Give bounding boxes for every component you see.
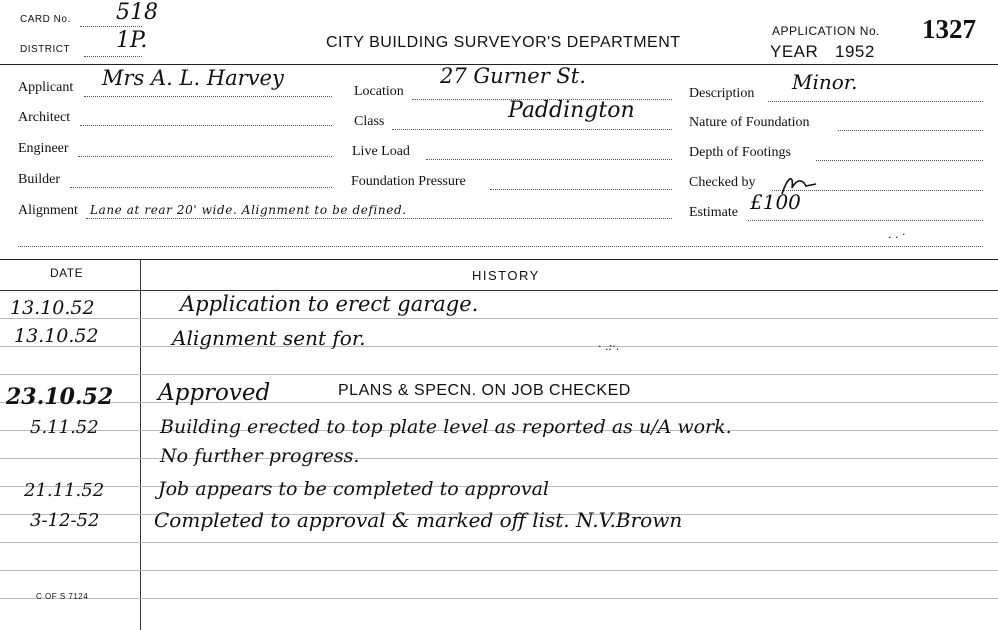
ruled-line [0,346,998,347]
history-column-header: HISTORY [472,268,540,283]
live-load-label: Live Load [352,144,410,159]
estimate-value: £100 [750,190,801,214]
location-label: Location [354,84,404,99]
description-label: Description [689,86,755,101]
history-top-rule [0,259,998,260]
card-no-label: CARD No. [20,14,71,25]
class-value: Paddington [508,98,635,123]
nature-of-foundation-line [838,130,983,131]
blank-line [18,246,983,247]
entry-date: 5.11.52 [30,417,99,438]
architect-label: Architect [18,110,71,125]
application-value: 1327 [922,14,976,44]
foundation-pressure-label: Foundation Pressure [351,174,466,189]
application-label: APPLICATION No. [772,24,880,38]
ruled-line [0,458,998,459]
location-value: 27 Gurner St. [440,64,586,88]
ruled-line [0,598,998,599]
entry-date: 13.10.52 [14,325,99,347]
district-line [84,56,142,57]
alignment-label: Alignment [18,203,78,218]
applicant-value: Mrs A. L. Harvey [102,66,284,90]
description-value: Minor. [792,70,858,94]
year-value: 1952 [835,42,875,61]
alignment-line [86,218,672,219]
entry-text: Alignment sent for. [172,326,366,350]
class-line [392,129,672,130]
estimate-label: Estimate [689,205,738,220]
alignment-value: Lane at rear 20' wide. Alignment to be defined. [90,203,407,217]
class-label: Class [354,114,385,129]
district-label: DISTRICT [20,44,71,55]
builder-line [70,187,332,188]
form-code: C OF S 7124 [36,592,89,601]
district-value: 1P. [116,28,148,53]
ruled-line [0,374,998,375]
estimate-line [748,220,983,221]
applicant-line [84,96,332,97]
entry-date: 23.10.52 [6,384,114,410]
card-no-line [80,26,142,27]
entry-text: Approved [158,380,271,406]
stray-marks: · .:·. [598,340,620,353]
card-no-value: 518 [116,0,158,25]
entry-text: Completed to approval & marked off list. N.V.Brown [154,508,683,532]
history-header-rule [0,290,998,291]
checked-by-label: Checked by [689,175,756,190]
live-load-line [426,159,672,160]
nature-of-foundation-label: Nature of Foundation [689,115,810,130]
engineer-label: Engineer [18,141,69,156]
entry-date: 3-12-52 [30,510,100,531]
stray-marks: . . · [888,228,906,241]
entry-date: 21.11.52 [24,480,105,501]
date-column-divider [140,259,141,630]
entry-text: No further progress. [160,445,360,467]
builder-label: Builder [18,172,60,187]
foundation-pressure-line [490,189,672,190]
applicant-label: Applicant [18,80,74,95]
date-column-header: DATE [50,266,84,280]
ruled-line [0,318,998,319]
description-line [768,101,983,102]
ruled-line [0,542,998,543]
entry-text: Job appears to be completed to approval [158,478,550,500]
ruled-line [0,402,998,403]
depth-of-footings-line [816,160,983,161]
entry-text: Application to erect garage. [180,292,479,316]
plans-checked-stamp: PLANS & SPECN. ON JOB CHECKED [338,382,631,399]
department-title: CITY BUILDING SURVEYOR'S DEPARTMENT [326,34,681,51]
engineer-line [78,156,332,157]
entry-text: Building erected to top plate level as reported as u/A work. [160,416,732,438]
architect-line [80,125,332,126]
entry-date: 13.10.52 [10,297,95,319]
ruled-line [0,570,998,571]
year-label: YEAR [770,42,819,61]
depth-of-footings-label: Depth of Footings [689,145,791,160]
